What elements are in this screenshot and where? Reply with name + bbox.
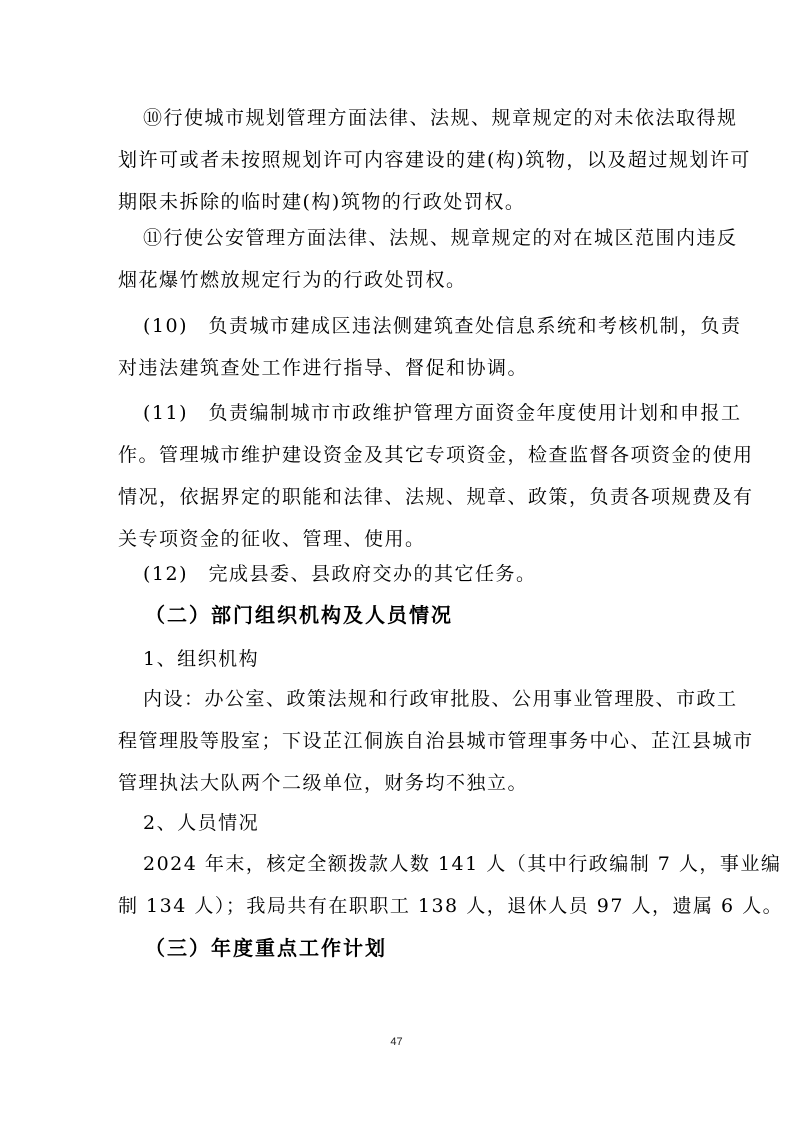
text-line: 对违法建筑查处工作进行指导、督促和协调。 <box>118 357 529 379</box>
text-line: 划许可或者未按照规划许可内容建设的建(构)筑物，以及超过规划许可 <box>118 149 751 171</box>
paragraph-item10-law <box>118 97 751 223</box>
subheading-org-structure <box>118 638 678 680</box>
text-line: 2024 年末，核定全额拨款人数 141 人（其中行政编制 7 人，事业编 <box>143 853 782 875</box>
paragraph-org <box>118 678 754 804</box>
subheading-staff <box>118 802 678 844</box>
section-heading-work-plan: （三）年度重点工作计划 <box>145 936 387 960</box>
text-line: (11) 负责编制城市市政维护管理方面资金年度使用计划和申报工 <box>143 402 742 424</box>
text-line: 1、组织机构 <box>143 648 260 670</box>
text-line: 烟花爆竹燃放规定行为的行政处罚权。 <box>118 269 467 291</box>
text-line: (12) 完成县委、县政府交办的其它任务。 <box>143 563 537 585</box>
text-line: 管理执法大队两个二级单位，财务均不独立。 <box>118 772 529 794</box>
text-line: 期限未拆除的临时建(构)筑物的行政处罚权。 <box>118 191 526 213</box>
text-line: 制 134 人）；我局共有在职职工 138 人，退休人员 97 人，遗属 6 人。 <box>118 895 784 917</box>
text-line: 情况，依据界定的职能和法律、法规、规章、政策，负责各项规费及有 <box>118 486 754 508</box>
paragraph-item11-law <box>118 217 738 301</box>
text-line: 作。管理城市维护建设资金及其它专项资金，检查监督各项资金的使用 <box>118 444 754 466</box>
text-line: 内设：办公室、政策法规和行政审批股、公用事业管理股、市政工 <box>143 688 738 710</box>
paragraph-staff <box>118 843 784 927</box>
paragraph-item-12 <box>118 553 678 595</box>
paragraph-item-11 <box>118 392 754 560</box>
text-line: 关专项资金的征收、管理、使用。 <box>118 528 426 550</box>
paragraph-item-10 <box>118 305 742 389</box>
text-line: 2、人员情况 <box>143 812 260 834</box>
text-line: ⑩行使城市规划管理方面法律、法规、规章规定的对未依法取得规 <box>143 107 738 129</box>
section-heading-org: （二）部门组织机构及人员情况 <box>145 603 453 627</box>
text-line: 程管理股等股室；下设芷江侗族自治县城市管理事务中心、芷江县城市 <box>118 730 754 752</box>
text-line: ⑪行使公安管理方面法律、法规、规章规定的对在城区范围内违反 <box>143 227 738 249</box>
text-line: (10) 负责城市建成区违法侧建筑查处信息系统和考核机制，负责 <box>143 315 742 337</box>
page-number: 47 <box>390 1036 403 1048</box>
